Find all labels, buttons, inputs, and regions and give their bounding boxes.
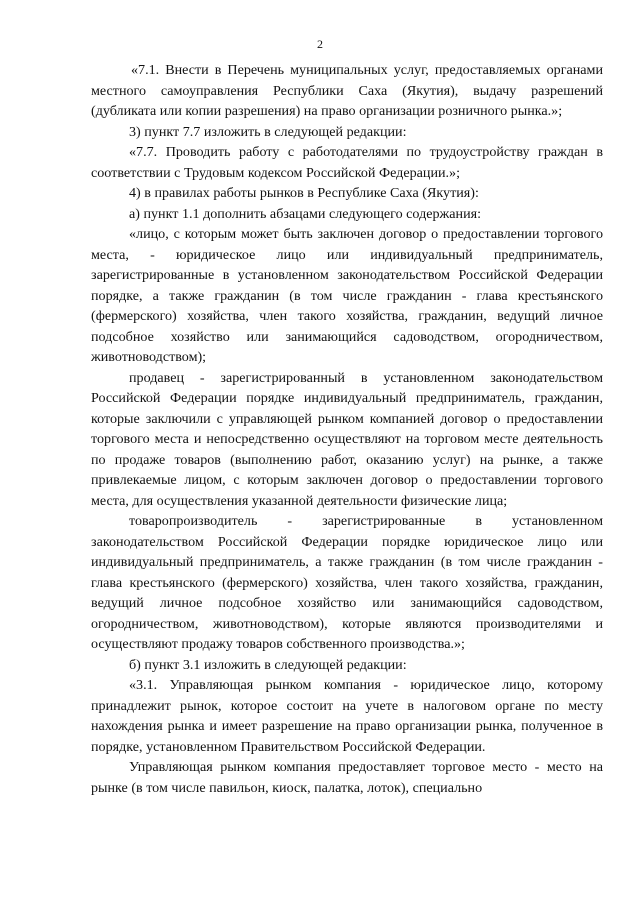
paragraph-3-1: «3.1. Управляющая рынком компания - юридическое лицо, которому принадлежит рынок, которое состоит на учете в налоговом органе по месту нахождения рынка и имеет разрешение на право организации рынка, полученное в порядке, установленном Правительством Российской Федерации. — [91, 677, 603, 755]
document-body — [91, 60, 603, 798]
paragraph-definition-person: «лицо, с которым может быть заключен договор о предоставлении торгового места, - юридическое лицо или индивидуальный предприниматель, зарегистрированные в установленном законодательством Российской Федерации порядке, а также гражданин (в том числе гражданин - глава крестьянского (фермерского) хозяйства, член такого хозяйства, гражданин, ведущий личное подсобное хозяйство или занимающийся садоводством, огородничеством, животноводством); — [91, 226, 603, 365]
page-number: 2 — [317, 37, 323, 51]
paragraph-7-7: «7.7. Проводить работу с работодателями по трудоустройству граждан в соответствии с Трудовым кодексом Российской Федерации.»; — [91, 144, 603, 181]
paragraph-item-b: б) пункт 3.1 изложить в следующей редакции: — [129, 656, 407, 673]
paragraph-item-4: 4) в правилах работы рынков в Республике Саха (Якутия): — [129, 185, 479, 201]
paragraph-market-company: Управляющая рынком компания предоставляет торговое место - место на рынке (в том числе павильон, киоск, палатка, лоток), специально — [91, 759, 603, 796]
paragraph-7-1: «7.1. Внести в Перечень муниципальных услуг, предоставляемых органами местного самоуправления Республики Саха (Якутия), выдачу разрешений (дубликата или копии разрешения) на право организации розничного рынка.»; — [91, 62, 603, 119]
paragraph-definition-seller: продавец - зарегистрированный в установленном законодательством Российской Федерации порядке индивидуальный предприниматель, гражданин, которые заключили с управляющей рынком компанией договор о предоставлении торгового места и непосредственно осуществляют на торговом месте деятельность по продаже товаров (выполнению работ, оказанию услуг) на рынке, а также привлекаемые лицом, с которым заключен договор о предоставлении торгового места, для осуществления указанной деятельности физические лица; — [91, 369, 603, 509]
paragraph-item-3: 3) пункт 7.7 изложить в следующей редакции: — [129, 123, 407, 140]
paragraph-item-a: а) пункт 1.1 дополнить абзацами следующего содержания: — [129, 205, 482, 222]
paragraph-definition-producer: товаропроизводитель - зарегистрированные в установленном законодательством Российской Федерации порядке юридическое лицо или индивидуальный предприниматель, а также гражданин (в том числе гражданин - глава крестьянского (фермерского) хозяйства, член такого хозяйства, гражданин, ведущий личное подсобное хозяйство или занимающийся садоводством, огородничеством, животноводством), которые являются производителями и осуществляют продажу товаров собственного производства.»; — [91, 513, 603, 652]
